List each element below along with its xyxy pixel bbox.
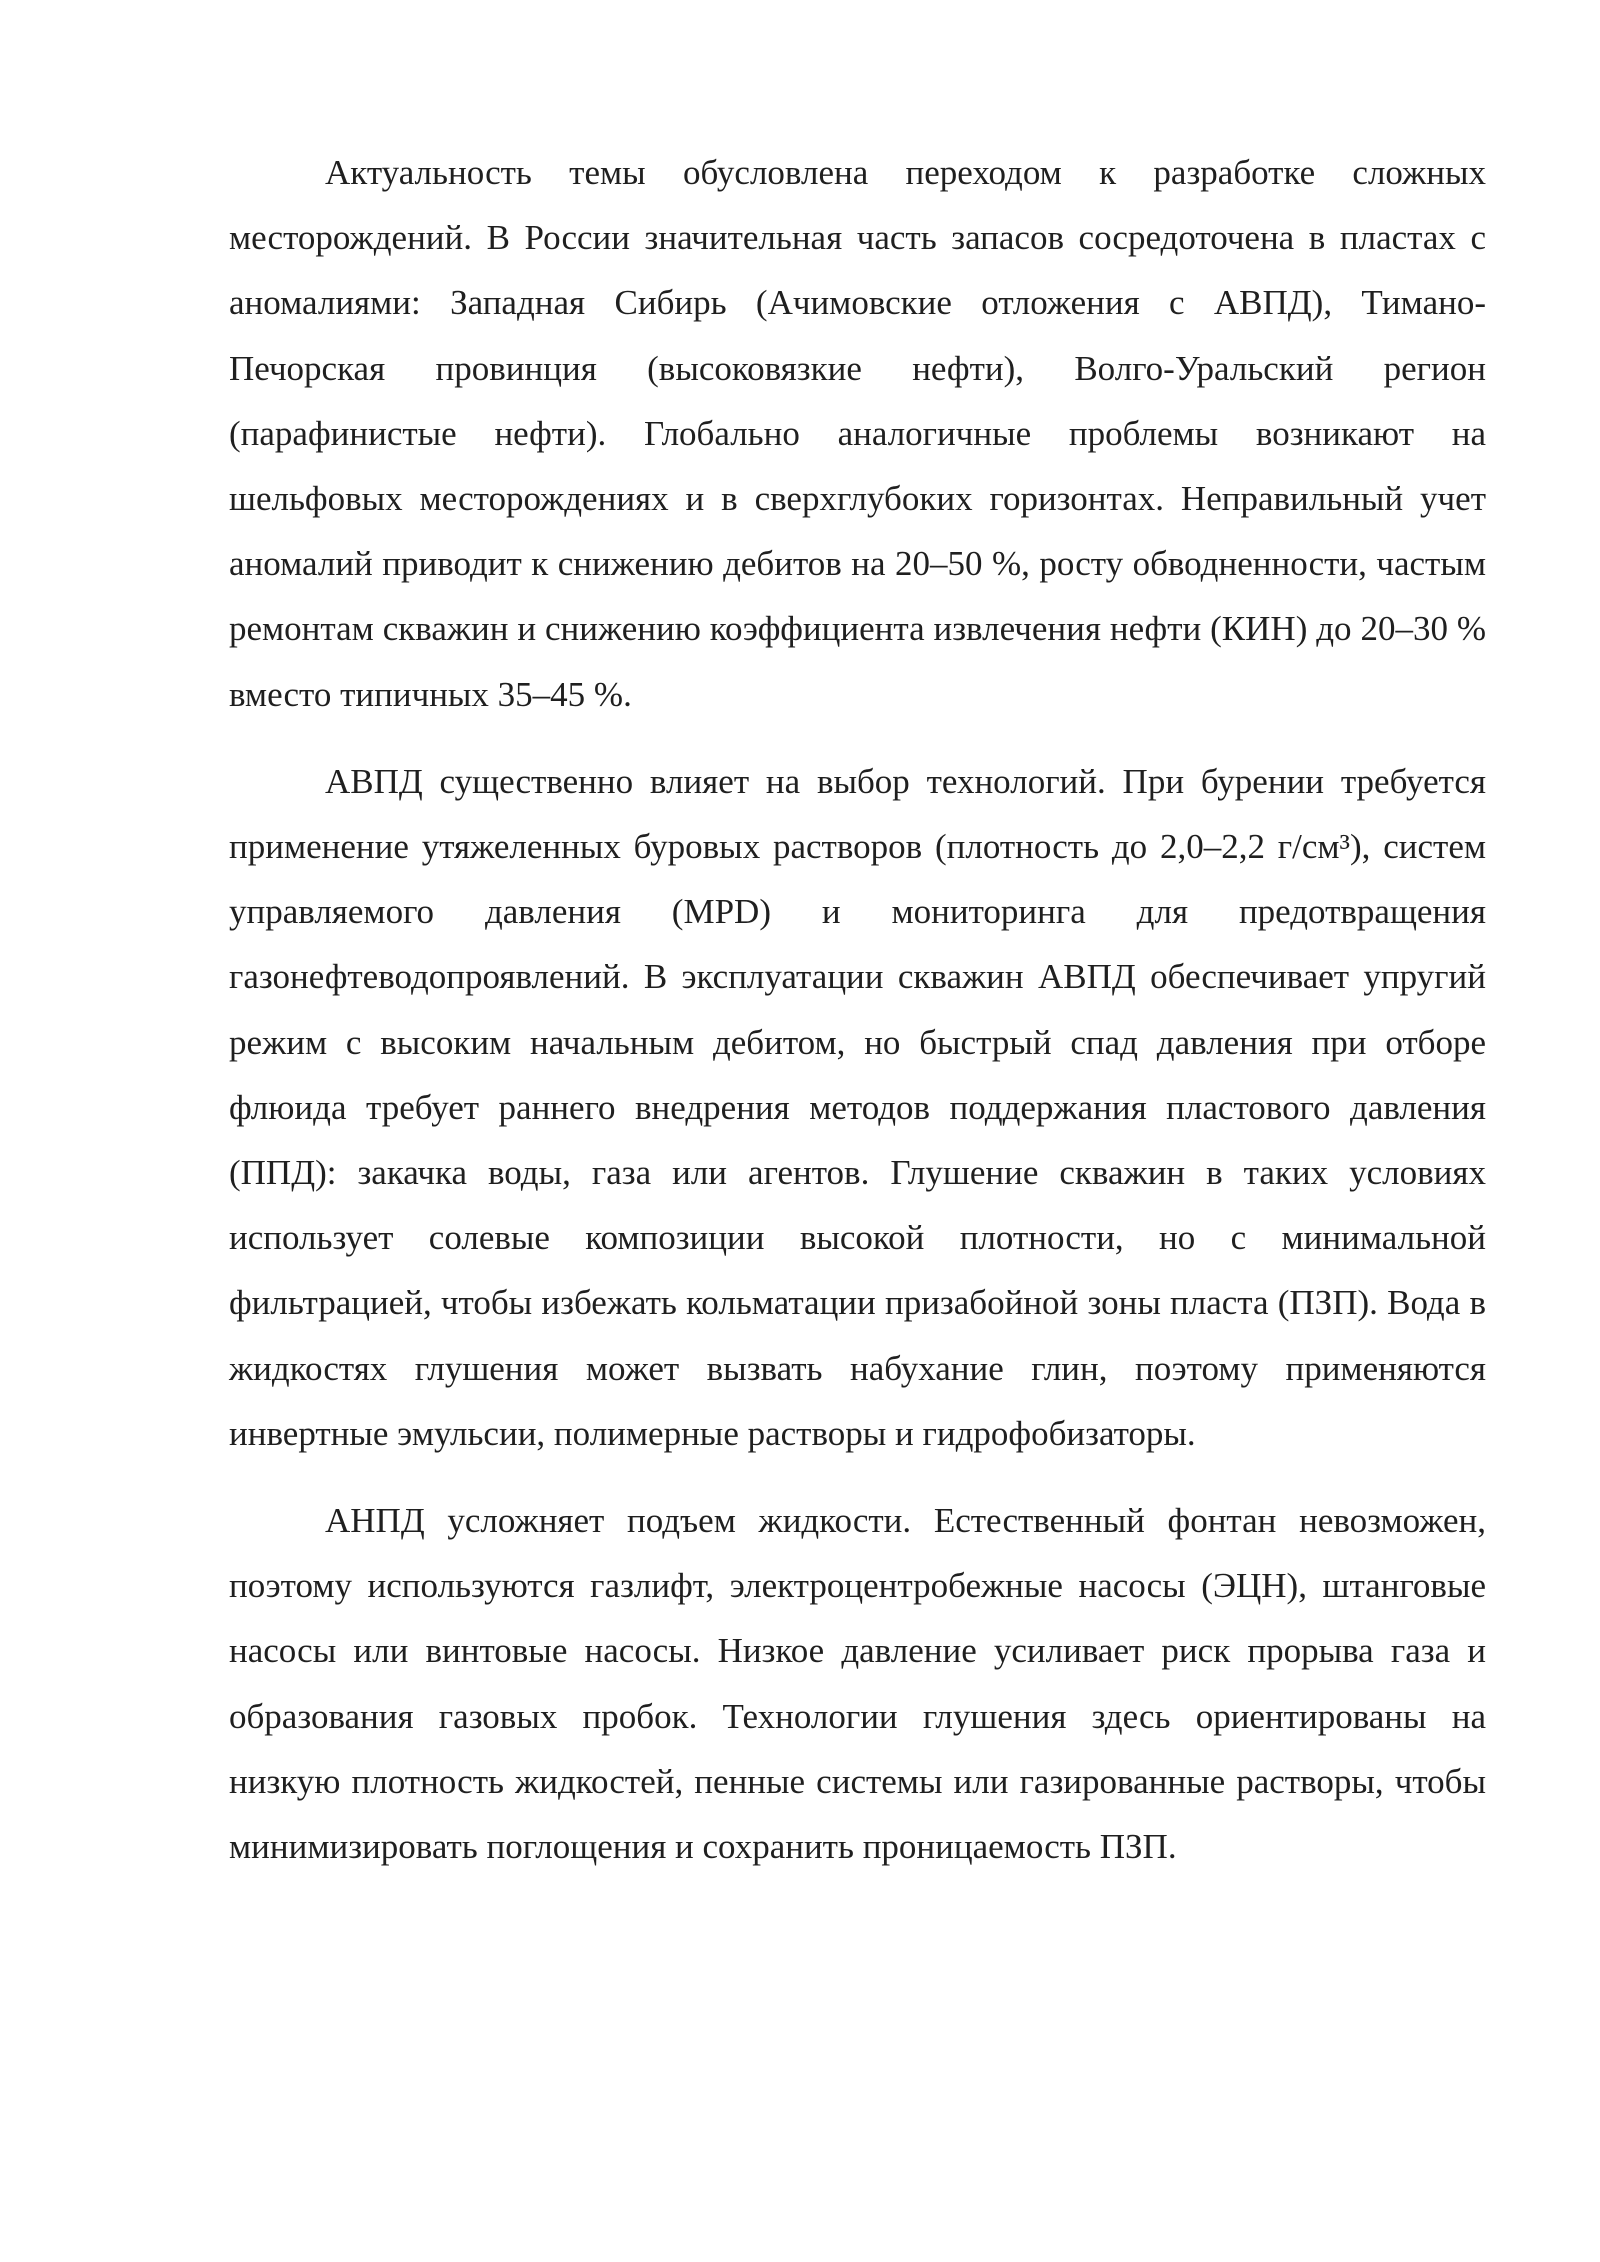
document-body <box>229 140 1486 1901</box>
paragraph-avpd: АВПД существенно влияет на выбор технологий. При бурении требуется применение утяжеленных буровых растворов (плотность до 2,0–2,2 г/см³), систем управляемого давления (MPD) и мониторинга для предотвращения газонефтеводопроявлений. В эксплуатации скважин АВПД обеспечивает упругий режим с высоким начальным дебитом, но быстрый спад давления при отборе флюида требует раннего внедрения методов поддержания пластового давления (ППД): закачка воды, газа или агентов. Глушение скважин в таких условиях использует солевые композиции высокой плотности, но с минимальной фильтрацией, чтобы избежать кольматации призабойной зоны пласта (ПЗП). Вода в жидкостях глушения может вызвать набухание глин, поэтому применяются инвертные эмульсии, полимерные растворы и гидрофобизаторы. <box>229 761 1486 1453</box>
paragraph-relevance: Актуальность темы обусловлена переходом к разработке сложных месторождений. В России значительная часть запасов сосредоточена в пластах с аномалиями: Западная Сибирь (Ачимовские отложения с АВПД), Тимано-Печорская провинция (высоковязкие нефти), Волго-Уральский регион (парафинистые нефти). Глобально аналогичные проблемы возникают на шельфовых месторождениях и в сверхглубоких горизонтах. Неправильный учет аномалий приводит к снижению дебитов на 20–50 %, росту обводненности, частым ремонтам скважин и снижению коэффициента извлечения нефти (КИН) до 20–30 % вместо типичных 35–45 %. <box>229 153 1486 714</box>
paragraph-anpd: АНПД усложняет подъем жидкости. Естественный фонтан невозможен, поэтому используются газлифт, электроцентробежные насосы (ЭЦН), штанговые насосы или винтовые насосы. Низкое давление усиливает риск прорыва газа и образования газовых пробок. Технологии глушения здесь ориентированы на низкую плотность жидкостей, пенные системы или газированные растворы, чтобы минимизировать поглощения и сохранить проницаемость ПЗП. <box>229 1501 1486 1867</box>
